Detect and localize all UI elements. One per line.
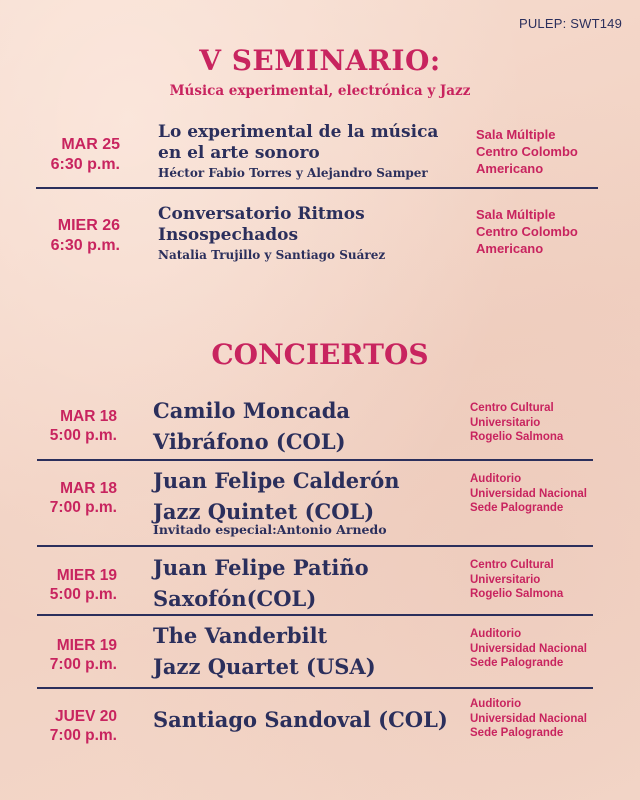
pulep-code: PULEP: SWT149 xyxy=(518,16,622,31)
name-line: Saxofón(COL) xyxy=(153,586,317,611)
concert-venue xyxy=(470,472,587,516)
venue-line: Auditorio xyxy=(470,628,522,640)
concert-date xyxy=(0,567,117,605)
event-day: JUEV 20 xyxy=(54,708,117,725)
seminar-subtitle: Música experimental, electrónica y Jazz xyxy=(169,83,471,99)
name-line: Vibráfono (COL) xyxy=(153,429,346,454)
concert-date xyxy=(0,408,117,446)
venue-line: Auditorio xyxy=(470,698,522,710)
concert-date xyxy=(0,637,117,675)
divider xyxy=(37,687,593,689)
name-line: Juan Felipe Calderón xyxy=(153,468,400,493)
name-line: The Vanderbilt xyxy=(153,623,328,648)
concert-venue xyxy=(470,697,587,741)
event-time: 7:00 p.m. xyxy=(49,498,117,516)
venue-line: Sede Palogrande xyxy=(470,727,564,739)
divider xyxy=(37,614,593,616)
name-line: Juan Felipe Patiño xyxy=(153,555,369,580)
divider xyxy=(37,545,593,547)
concert-name xyxy=(153,465,400,527)
seminar-event-speakers: Natalia Trujillo y Santiago Suárez xyxy=(158,248,386,262)
event-day: MIER 19 xyxy=(56,637,117,654)
venue-line: Universidad Nacional xyxy=(470,712,587,725)
title-line: Insospechados xyxy=(158,225,299,245)
concerts-title: CONCIERTOS xyxy=(211,338,429,371)
event-day: MAR 18 xyxy=(60,408,117,425)
seminar-event-venue xyxy=(476,126,578,177)
seminar-event-venue xyxy=(476,206,578,257)
venue-line: Auditorio xyxy=(470,473,522,485)
venue-line: Americano xyxy=(476,241,544,256)
event-time: 6:30 p.m. xyxy=(50,236,120,254)
venue-line: Universitario xyxy=(470,416,541,429)
concert-name xyxy=(153,552,369,614)
name-line: Santiago Sandoval (COL) xyxy=(153,707,448,732)
concert-name xyxy=(153,620,376,682)
concert-name xyxy=(153,395,350,457)
divider xyxy=(36,187,598,189)
venue-line: Universidad Nacional xyxy=(470,642,587,655)
venue-line: Rogelio Salmona xyxy=(470,431,564,443)
concert-venue xyxy=(470,401,563,445)
venue-line: Centro Colombo xyxy=(476,224,578,239)
venue-line: Sala Múltiple xyxy=(476,127,556,142)
name-line: Jazz Quartet (USA) xyxy=(153,654,376,679)
venue-line: Sala Múltiple xyxy=(476,207,556,222)
title-line: Lo experimental de la música xyxy=(158,122,439,142)
title-line: en el arte sonoro xyxy=(158,143,320,163)
title-line: Conversatorio Ritmos xyxy=(158,204,365,224)
event-day: MIER 26 xyxy=(57,217,120,234)
venue-line: Centro Cultural xyxy=(470,559,554,571)
venue-line: Americano xyxy=(476,161,544,176)
event-day: MIER 19 xyxy=(56,567,117,584)
seminar-event-title xyxy=(158,122,438,164)
concert-name xyxy=(153,704,448,735)
seminar-event-date xyxy=(0,216,120,255)
concert-venue xyxy=(470,558,563,602)
name-line: Camilo Moncada xyxy=(153,398,351,423)
event-time: 7:00 p.m. xyxy=(49,726,117,744)
concert-venue xyxy=(470,627,587,671)
venue-line: Universidad Nacional xyxy=(470,487,587,500)
seminar-title: V SEMINARIO: xyxy=(199,44,441,77)
event-time: 6:30 p.m. xyxy=(50,155,120,173)
venue-line: Centro Colombo xyxy=(476,144,578,159)
venue-line: Sede Palogrande xyxy=(470,502,564,514)
event-day: MAR 25 xyxy=(61,136,120,153)
venue-line: Universitario xyxy=(470,573,541,586)
venue-line: Centro Cultural xyxy=(470,402,554,414)
seminar-event-speakers: Héctor Fabio Torres y Alejandro Samper xyxy=(158,166,428,180)
seminar-event-date xyxy=(0,135,120,174)
event-time: 7:00 p.m. xyxy=(49,655,117,673)
venue-line: Sede Palogrande xyxy=(470,657,564,669)
event-time: 5:00 p.m. xyxy=(49,585,117,603)
seminar-event-title xyxy=(158,204,365,246)
concert-date xyxy=(0,480,117,518)
name-line: Jazz Quintet (COL) xyxy=(153,499,375,524)
concert-date xyxy=(0,708,117,746)
venue-line: Rogelio Salmona xyxy=(470,588,564,600)
event-time: 5:00 p.m. xyxy=(49,426,117,444)
divider xyxy=(37,459,593,461)
concert-guest: Invitado especial:Antonio Arnedo xyxy=(153,522,387,537)
event-day: MAR 18 xyxy=(60,480,117,497)
